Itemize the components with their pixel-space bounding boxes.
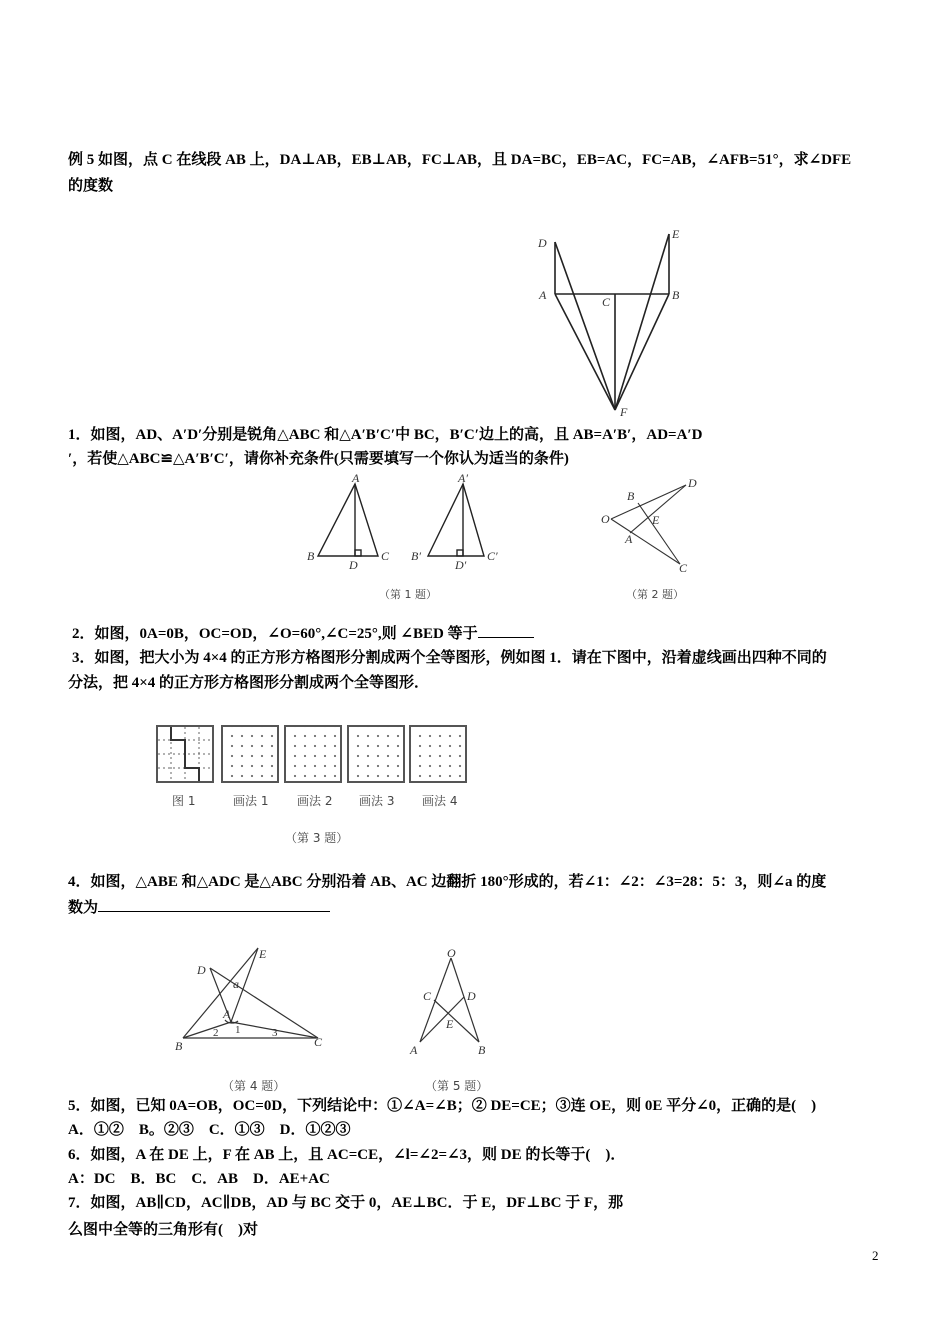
grid-label-5: 画法 4 (422, 794, 458, 808)
fig1-caption: （第 1 题） (379, 588, 437, 601)
q5-line1: 5．如图，已知 0A=OB，OC=0D，下列结论中：①∠A=∠B；② DE=CE；③连 OE，则 0E 平分∠0，正确的是( ) (68, 1098, 817, 1114)
grid-label-2: 画法 1 (233, 794, 269, 808)
label-A: A (539, 288, 547, 302)
fig1-label-B: B (307, 549, 315, 563)
q2-stem: 2．如图，0A=0B，OC=OD，∠O=60°,∠C=25°,则 ∠BED 等于 (72, 626, 478, 642)
fig1-label-C: C (381, 549, 390, 563)
fig5-label-A: A (410, 1043, 418, 1057)
fig1-label-B-prime: B′ (411, 549, 421, 563)
fig5-label-D: D (467, 989, 476, 1003)
fig2-label-B: B (627, 489, 635, 503)
fig2-label-O: O (601, 512, 610, 526)
label-D: D (538, 236, 547, 250)
fig2-label-D: D (688, 476, 697, 490)
q5-options: A．①② B。②③ C．①③ D．①②③ (68, 1122, 351, 1138)
fig2-caption: （第 2 题） (626, 588, 684, 601)
page-number: 2 (872, 1248, 879, 1263)
q1-line1: 1．如图，AD、A′D′分别是锐角△ABC 和△A′B′C′中 BC，B′C′边上的高，且 AB=A′B′，AD=A′D (68, 427, 703, 443)
fig1-label-A-prime: A′ (458, 471, 468, 485)
q6-options: A：DC B．BC C．AB D．AE+AC (68, 1171, 330, 1187)
example5-line2: 的度数 (68, 178, 114, 194)
fig1-label-D-prime: D′ (455, 558, 467, 572)
fig4-label-B: B (175, 1039, 183, 1053)
q6-line1: 6．如图，A 在 DE 上，F 在 AB 上，且 AC=CE，∠l=∠2=∠3，则 DE 的长等于( )． (68, 1147, 626, 1163)
grid-label-1: 图 1 (172, 794, 196, 808)
fig1-label-D: D (349, 558, 358, 572)
fig5-label-O: O (447, 946, 456, 960)
fig5-caption: （第 5 题） (425, 1079, 489, 1093)
label-F: F (620, 405, 628, 419)
fig4-label-A: A (223, 1007, 231, 1021)
label-E: E (672, 227, 680, 241)
fig5-label-B: B (478, 1043, 486, 1057)
example5-line1: 例 5 如图，点 C 在线段 AB 上，DA⊥AB，EB⊥AB，FC⊥AB，且 DA=BC，EB=AC，FC=AB，∠AFB=51°，求∠DFE (68, 152, 852, 168)
fig4-label-1: 1 (235, 1024, 241, 1036)
fig4-label-2: 2 (213, 1027, 219, 1039)
label-B: B (672, 288, 680, 302)
grid-label-3: 画法 2 (297, 794, 333, 808)
fig2-label-C: C (679, 561, 688, 575)
fig1-label-A: A (352, 471, 360, 485)
fig3-caption: （第 3 题） (285, 831, 349, 845)
q7-line1: 7．如图，AB∥CD，AC∥DB，AD 与 BC 交于 0，AE⊥BC．于 E，DF⊥BC 于 F，那 (68, 1195, 624, 1211)
fig4-label-C: C (314, 1035, 323, 1049)
fig4-label-3: 3 (272, 1027, 278, 1039)
fig2-label-A: A (625, 532, 633, 546)
fig4-caption: （第 4 题） (222, 1079, 286, 1093)
q3-line1: 3．如图，把大小为 4×4 的正方形方格图形分割成两个全等图形，例如图 1．请在下图中，沿着虚线画出四种不同的 (72, 650, 827, 666)
q3-line2: 分法，把 4×4 的正方形方格图形分割成两个全等图形． (68, 675, 430, 691)
fig2-label-E: E (652, 513, 660, 527)
q4-line1: 4．如图，△ABE 和△ADC 是△ABC 分别沿着 AB、AC 边翻折 180°形成的，若∠1：∠2：∠3=28：5：3，则∠a 的度 (68, 874, 827, 890)
label-C: C (602, 295, 611, 309)
fig5-label-E: E (446, 1017, 454, 1031)
fig5-label-C: C (423, 989, 432, 1003)
fig4-label-E: E (259, 947, 267, 961)
fig4-label-D: D (197, 963, 206, 977)
grid-label-4: 画法 3 (359, 794, 395, 808)
fig4-label-a: a (233, 977, 239, 991)
fig1-label-C-prime: C′ (487, 549, 498, 563)
q1-line2: ′，若使△ABC≌△A′B′C′，请你补充条件(只需要填写一个你认为适当的条件) (68, 451, 569, 467)
q7-line2: 么图中全等的三角形有( )对 (68, 1222, 258, 1238)
q4-stem: 数为 (68, 900, 99, 916)
